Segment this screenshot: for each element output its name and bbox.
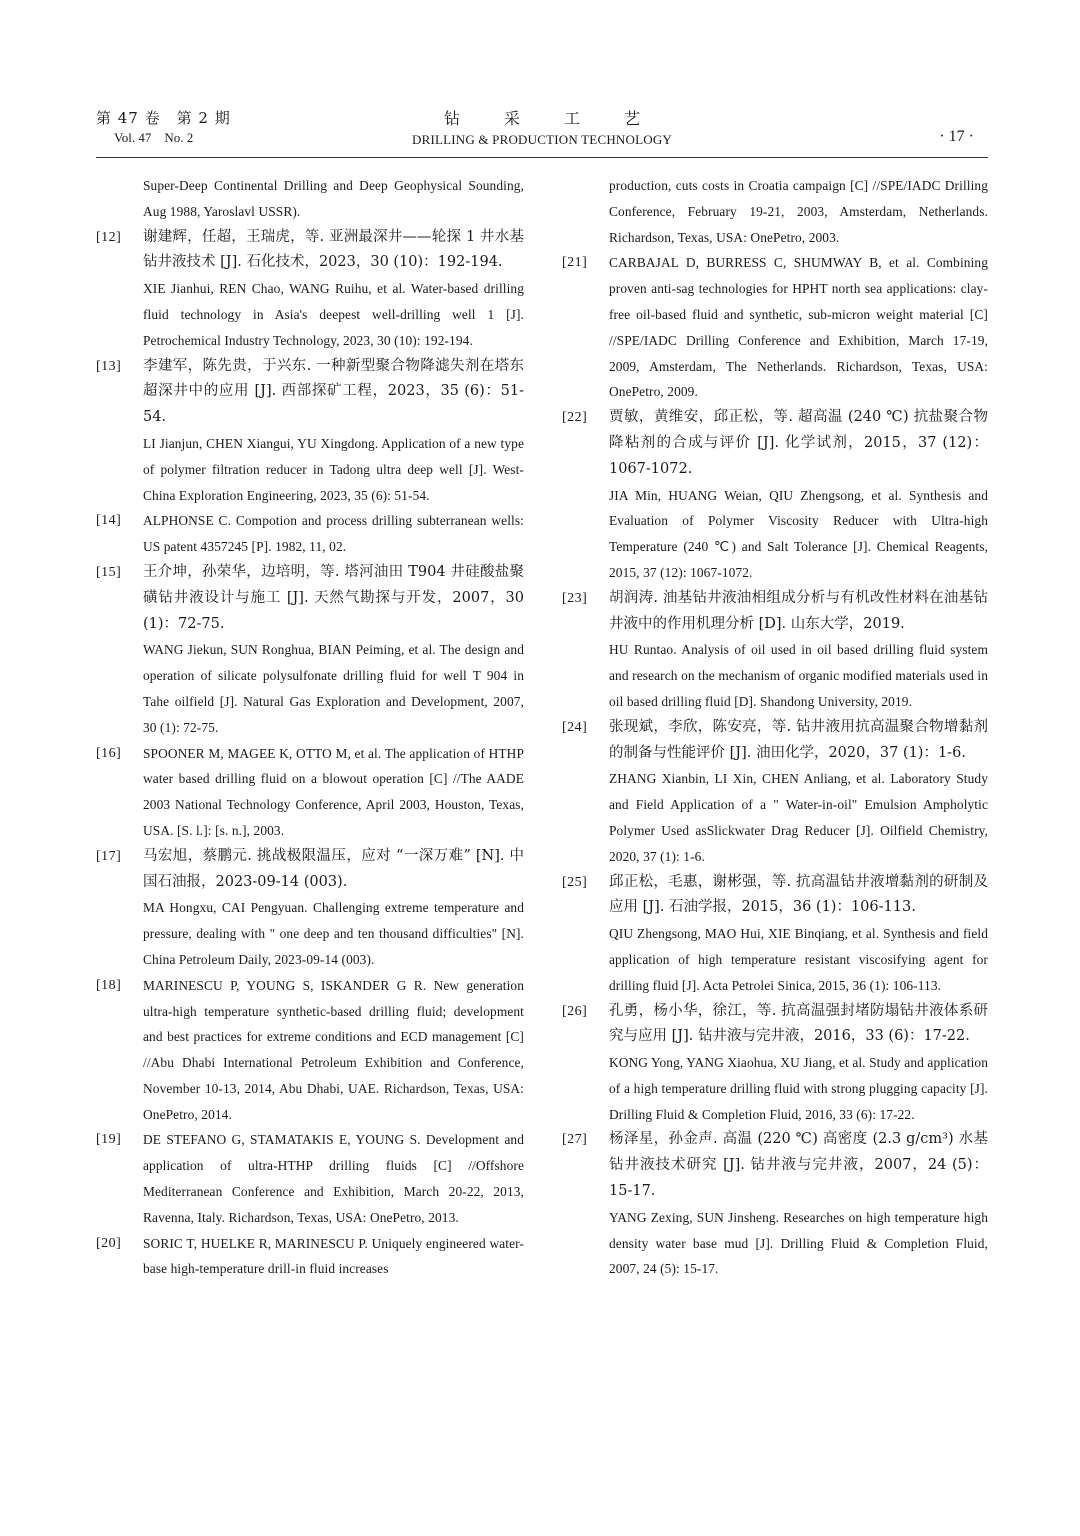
reference-entry <box>96 560 524 741</box>
reference-number: [25] <box>562 874 588 890</box>
reference-entry <box>96 508 524 560</box>
reference-entry-continued <box>562 173 988 250</box>
reference-text-cn: 邱正松，毛惠，谢彬强，等. 抗高温钻井液增黏剂的研制及应用 [J]. 石油学报，2015，36 (1)：106-113. <box>609 873 988 916</box>
reference-text-cn: 王介坤，孙荣华，边培明，等. 塔河油田 T904 井硅酸盐聚磺钻井液设计与施工 [J]. 天然气勘探与开发，2007，30 (1)：72-75. <box>143 563 524 632</box>
reference-body <box>143 173 524 225</box>
reference-body <box>143 354 524 509</box>
reference-entry <box>96 225 524 354</box>
reference-body <box>143 1127 524 1230</box>
reference-body <box>609 405 988 586</box>
reference-number: [18] <box>96 977 122 993</box>
reference-number: [17] <box>96 848 122 864</box>
reference-text-en: QIU Zhengsong, MAO Hui, XIE Binqiang, et al. Synthesis and field application of high temperature resistant viscosifying agent for drilling fluid [J]. Acta Petrolei Sinica, 2015, 36 (1): 106-113. <box>609 926 988 993</box>
reference-body <box>609 1127 988 1282</box>
references-left-column <box>96 173 524 1282</box>
reference-entry <box>562 1127 988 1282</box>
reference-entry <box>562 405 988 586</box>
reference-text-cn: 李建军，陈先贵，于兴东. 一种新型聚合物降滤失剂在塔东超深井中的应用 [J]. 西部探矿工程，2023，35 (6)：51-54. <box>143 357 524 426</box>
volume-issue-cn: 第 47 卷 第 2 期 <box>96 109 231 127</box>
reference-text-en: JIA Min, HUANG Weian, QIU Zhengsong, et al. Synthesis and Evaluation of Polymer Viscosity Reducer with Ultra-high Temperature (240 ℃) and Salt Tolerance [J]. Chemical Reagents, 2015, 37 (12): 1067-1072. <box>609 487 988 580</box>
reference-text-en: SORIC T, HUELKE R, MARINESCU P. Uniquely engineered water-base high-temperature drill-in fluid increases <box>143 1235 524 1277</box>
volume-issue-en: Vol. 47 No. 2 <box>114 130 194 145</box>
reference-text-cn: 张现斌，李欣，陈安亮，等. 钻井液用抗高温聚合物增黏剂的制备与性能评价 [J]. 油田化学，2020，37 (1)：1-6. <box>609 718 988 761</box>
reference-number: [12] <box>96 229 122 245</box>
reference-body <box>609 999 988 1128</box>
reference-text-cn: 杨泽星，孙金声. 高温 (220 ℃) 高密度 (2.3 g/cm³) 水基钻井液技术研究 [J]. 钻井液与完井液，2007，24 (5)：15-17. <box>609 1131 988 1200</box>
reference-number: [24] <box>562 719 588 735</box>
references-right-column <box>562 173 988 1282</box>
reference-body <box>143 225 524 354</box>
reference-text-cn: 马宏旭，蔡鹏元. 挑战极限温压，应对 “一深万难” [N]. 中国石油报，2023-09-14 (003). <box>143 847 524 890</box>
reference-entry <box>96 354 524 509</box>
reference-entry-continued <box>96 173 524 225</box>
reference-entry <box>562 999 988 1128</box>
reference-text-en: DE STEFANO G, STAMATAKIS E, YOUNG S. Development and application of ultra-HTHP drilling fluids [C] //Offshore Mediterranean Conference and Exhibition, March 20-22, 2013, Ravenna, Italy. Richardson, Texas, USA: OnePetro, 2013. <box>143 1132 524 1225</box>
reference-text-cn: 胡润涛. 油基钻井液油相组成分析与有机改性材料在油基钻井液中的作用机理分析 [D]. 山东大学，2019. <box>609 589 988 632</box>
reference-body <box>143 741 524 844</box>
reference-text-en: ZHANG Xianbin, LI Xin, CHEN Anliang, et al. Laboratory Study and Field Application of a " Water-in-oil" Emulsion Ampholytic Polymer Used asSlickwater Drag Reducer [J]. Oilfield Chemistry, 2020, 37 (1): 1-6. <box>609 771 988 864</box>
reference-number: [26] <box>562 1003 588 1019</box>
reference-entry <box>96 1127 524 1230</box>
reference-text-en: ALPHONSE C. Compotion and process drilling subterranean wells: US patent 4357245 [P]. 1982, 11, 02. <box>143 513 524 555</box>
reference-text-en: KONG Yong, YANG Xiaohua, XU Jiang, et al. Study and application of a high temperature drilling fluid with strong plugging capacity [J]. Drilling Fluid & Completion Fluid, 2016, 33 (6): 17-22. <box>609 1055 988 1122</box>
reference-text-cn: 贾敏，黄维安，邱正松，等. 超高温 (240 ℃) 抗盐聚合物降粘剂的合成与评价 [J]. 化学试剂，2015，37 (12)：1067-1072. <box>609 409 988 477</box>
reference-number: [27] <box>562 1132 588 1148</box>
reference-body <box>143 1231 524 1283</box>
reference-number: [14] <box>96 513 122 529</box>
reference-number: [19] <box>96 1132 122 1148</box>
reference-text-en: CARBAJAL D, BURRESS C, SHUMWAY B, et al. Combining proven anti-sag technologies for HPHT north sea applications: clay-free oil-based fluid and synthetic, sub-micron weight material [C] //SPE/IADC Drilling Conference and Exhibition, March 17-19, 2009, Amsterdam, The Netherlands. Richardson, Texas, USA: OnePetro, 2009. <box>609 255 988 400</box>
journal-title-cn: 钻采工艺 <box>443 109 684 128</box>
reference-number: [15] <box>96 564 122 580</box>
reference-number: [16] <box>96 745 122 761</box>
reference-entry <box>562 250 988 405</box>
reference-text-en: MARINESCU P, YOUNG S, ISKANDER G R. New generation ultra-high temperature synthetic-based drilling fluid; development and best practices for extreme conditions and ECD management [C] //Abu Dhabi International Petroleum Exhibition and Conference, November 10-13, 2014, Abu Dhabi, UAE. Richardson, Texas, USA: OnePetro, 2014. <box>143 977 524 1122</box>
reference-entry <box>96 973 524 1128</box>
reference-body <box>143 508 524 560</box>
reference-text-en: HU Runtao. Analysis of oil used in oil based drilling fluid system and research on the mechanism of organic modified materials used in oil based drilling fluid [D]. Shandong University, 2019. <box>609 642 988 709</box>
reference-number: [22] <box>562 410 588 426</box>
reference-number: [21] <box>562 255 588 271</box>
reference-text-cn: 谢建辉，任超，王瑞虎，等. 亚洲最深井——轮探 1 井水基钻井液技术 [J]. 石化技术，2023，30 (10)：192-194. <box>143 228 524 271</box>
reference-text-cn: 孔勇，杨小华，徐江，等. 抗高温强封堵防塌钻井液体系研究与应用 [J]. 钻井液与完井液，2016，33 (6)：17-22. <box>609 1002 988 1045</box>
reference-body <box>609 250 988 405</box>
journal-title-en: DRILLING & PRODUCTION TECHNOLOGY <box>411 132 672 147</box>
reference-text-en: WANG Jiekun, SUN Ronghua, BIAN Peiming, et al. The design and operation of silicate polysulfonate drilling fluid for well T 904 in Tahe oilfield [J]. Natural Gas Exploration and Development, 2007, 30 (1): 72-75. <box>143 642 524 735</box>
reference-entry <box>562 870 988 999</box>
reference-entry <box>562 586 988 715</box>
reference-body <box>609 715 988 870</box>
page-number: · 17 · <box>939 128 974 145</box>
page-header <box>96 108 988 158</box>
reference-entry <box>96 1231 524 1283</box>
reference-body <box>143 844 524 973</box>
volume-issue-block <box>96 108 231 148</box>
reference-text-en: SPOONER M, MAGEE K, OTTO M, et al. The application of HTHP water based drilling fluid on a blowout operation [C] //The AADE 2003 National Technology Conference, April 2003, Houston, Texas, USA. [S. l.]: [s. n.], 2003. <box>143 745 524 838</box>
header-divider <box>96 157 988 158</box>
reference-text-en: YANG Zexing, SUN Jinsheng. Researches on high temperature high density water base mud [J]. Drilling Fluid & Completion Fluid, 2007, 24 (5): 15-17. <box>609 1209 988 1277</box>
reference-text-en: LI Jianjun, CHEN Xiangui, YU Xingdong. Application of a new type of polymer filtration reducer in Tadong ultra deep well [J]. West-China Exploration Engineering, 2023, 35 (6): 51-54. <box>143 435 524 503</box>
reference-text-en: XIE Jianhui, REN Chao, WANG Ruihu, et al. Water-based drilling fluid technology in Asia's deepest well-drilling well 1 [J]. Petrochemical Industry Technology, 2023, 30 (10): 192-194. <box>143 281 524 348</box>
reference-entry <box>562 715 988 870</box>
reference-body <box>143 560 524 741</box>
journal-title-block <box>396 108 688 150</box>
reference-number: [13] <box>96 358 122 374</box>
reference-entry <box>96 844 524 973</box>
reference-entry <box>96 741 524 844</box>
reference-number: [20] <box>96 1235 122 1251</box>
reference-number: [23] <box>562 590 588 606</box>
reference-body <box>609 173 988 250</box>
reference-body <box>609 586 988 715</box>
reference-body <box>143 973 524 1128</box>
reference-text-en: production, cuts costs in Croatia campaign [C] //SPE/IADC Drilling Conference, February 19-21, 2003, Amsterdam, Netherlands. Richardson, Texas, USA: OnePetro, 2003. <box>609 178 988 245</box>
reference-body <box>609 870 988 999</box>
reference-text-en: Super-Deep Continental Drilling and Deep Geophysical Sounding, Aug 1988, Yaroslavl USSR). <box>143 178 524 219</box>
reference-text-en: MA Hongxu, CAI Pengyuan. Challenging extreme temperature and pressure, dealing with " one deep and ten thousand difficulties" [N]. China Petroleum Daily, 2023-09-14 (003). <box>143 900 524 967</box>
